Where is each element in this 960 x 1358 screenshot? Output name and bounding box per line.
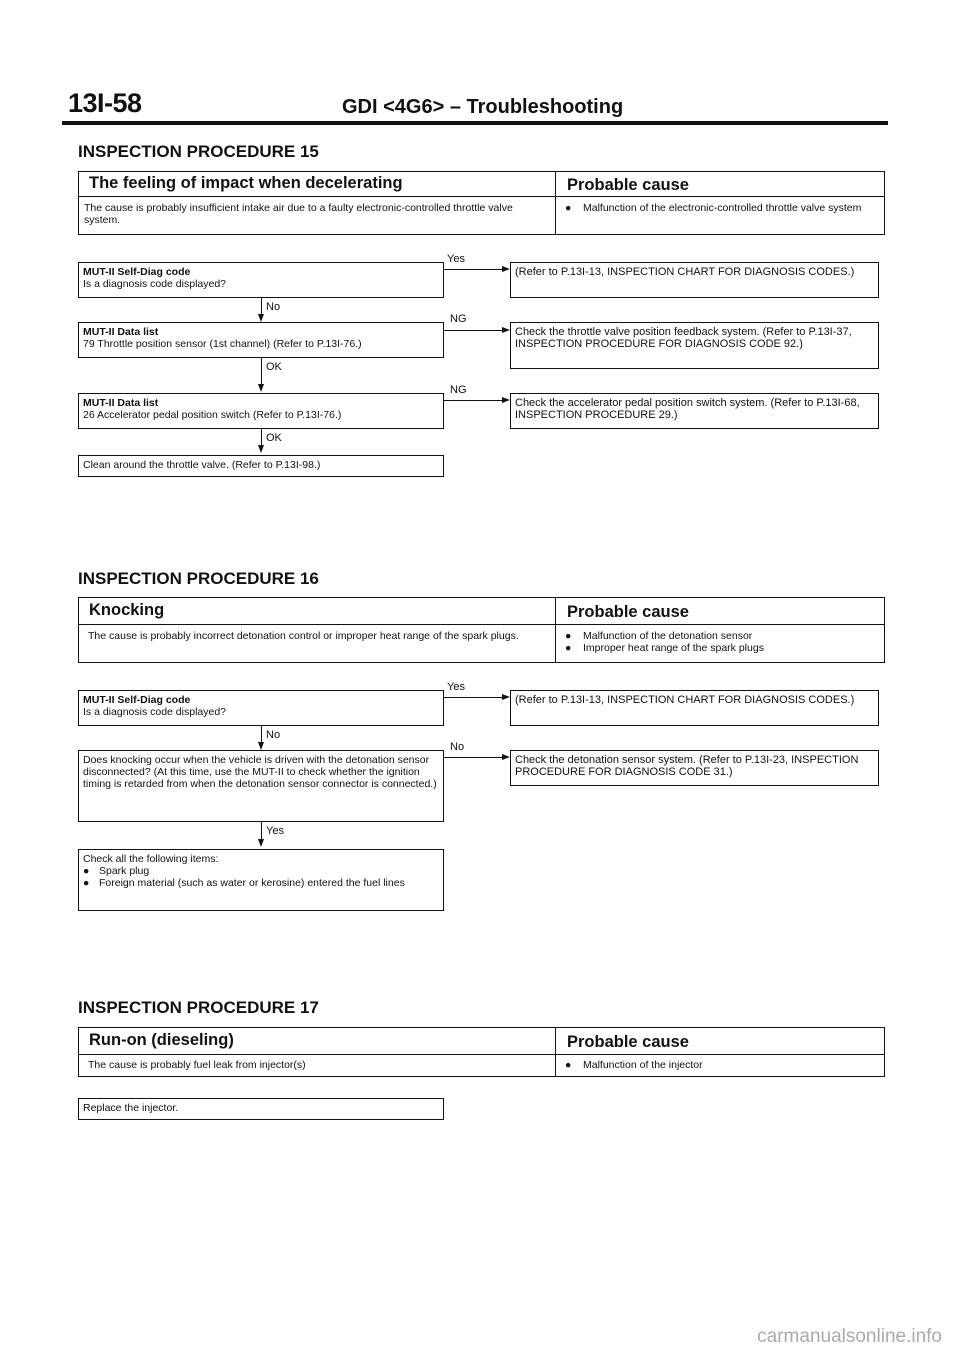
arrow-right-icon — [502, 266, 510, 272]
arrow-down-icon — [258, 839, 264, 847]
flow-step-box: MUT-II Self-Diag code Is a diagnosis code displayed? — [78, 262, 444, 298]
connector-line — [261, 822, 262, 840]
flow-step-box: MUT-II Self-Diag code Is a diagnosis code displayed? — [78, 690, 444, 726]
arrow-right-icon — [502, 397, 510, 403]
flow-step-box: MUT-II Data list 26 Accelerator pedal position switch (Refer to P.13I-76.) — [78, 393, 444, 429]
watermark: carmanualsonline.info — [757, 1326, 942, 1347]
cause-item: ● Malfunction of the detonation sensor — [565, 630, 753, 642]
branch-label: Yes — [447, 253, 465, 265]
branch-label: No — [450, 741, 465, 753]
arrow-right-icon — [502, 754, 510, 760]
section-title-16: INSPECTION PROCEDURE 16 — [78, 569, 319, 588]
arrow-down-icon — [258, 314, 264, 322]
branch-label: NG — [450, 313, 467, 325]
symptom-header-15 — [78, 171, 885, 235]
connector-line — [444, 400, 504, 401]
arrow-right-icon — [502, 694, 510, 700]
next-label: OK — [266, 361, 282, 373]
section-title-17: INSPECTION PROCEDURE 17 — [78, 998, 319, 1017]
connector-line — [444, 269, 504, 270]
arrow-down-icon — [258, 445, 264, 453]
symptom-title: The feeling of impact when decelerating — [89, 174, 403, 192]
flow-step-box: MUT-II Data list 79 Throttle position sensor (1st channel) (Refer to P.13I-76.) — [78, 322, 444, 358]
cause-item: ● Improper heat range of the spark plugs — [565, 642, 764, 654]
flow-result-box: Check the throttle valve position feedback system. (Refer to P.13I-37, INSPECTION PROCEDURE FOR DIAGNOSIS CODE 92.) — [510, 322, 879, 369]
connector-line — [261, 726, 262, 743]
cause-item: ● Malfunction of the electronic-controlled throttle valve system — [565, 202, 862, 214]
symptom-description: The cause is probably insufficient intake air due to a faulty electronic-controlled throttle valve system. — [84, 202, 513, 226]
probable-cause-title: Probable cause — [567, 176, 689, 194]
next-label: OK — [266, 432, 282, 444]
arrow-right-icon — [502, 327, 510, 333]
flow-final-box: Check all the following items: ● Spark plug ● Foreign material (such as water or kerosine) entered the fuel lines — [78, 849, 444, 911]
probable-cause-title: Probable cause — [567, 1033, 689, 1051]
arrow-down-icon — [258, 742, 264, 750]
connector-line — [444, 330, 504, 331]
next-label: No — [266, 729, 281, 741]
flow-result-box: (Refer to P.13I-13, INSPECTION CHART FOR DIAGNOSIS CODES.) — [510, 690, 879, 726]
connector-line — [261, 358, 262, 385]
page-number: 13I-58 — [68, 88, 142, 118]
header-rule — [62, 121, 888, 125]
symptom-description: The cause is probably fuel leak from injector(s) — [88, 1059, 306, 1071]
symptom-header-16 — [78, 597, 885, 663]
next-label: No — [266, 301, 281, 313]
symptom-title: Knocking — [89, 601, 165, 619]
branch-label: Yes — [447, 681, 465, 693]
connector-line — [444, 757, 504, 758]
connector-line — [444, 697, 504, 698]
probable-cause-title: Probable cause — [567, 603, 689, 621]
cause-item: ● Malfunction of the injector — [565, 1059, 703, 1071]
section-title-15: INSPECTION PROCEDURE 15 — [78, 142, 319, 161]
branch-label: NG — [450, 384, 467, 396]
symptom-description: The cause is probably incorrect detonation control or improper heat range of the spark plugs. — [88, 630, 519, 642]
flow-result-box: Check the accelerator pedal position switch system. (Refer to P.13I-68, INSPECTION PROCEDURE 29.) — [510, 393, 879, 429]
flow-final-box: Clean around the throttle valve. (Refer to P.13I-98.) — [78, 455, 444, 477]
flow-result-box: Check the detonation sensor system. (Refer to P.13I-23, INSPECTION PROCEDURE FOR DIAGNOSIS CODE 31.) — [510, 750, 879, 786]
symptom-title: Run-on (dieseling) — [89, 1031, 234, 1049]
flow-final-box: Replace the injector. — [78, 1098, 444, 1120]
connector-line — [261, 429, 262, 446]
symptom-header-17 — [78, 1027, 885, 1077]
arrow-down-icon — [258, 384, 264, 392]
flow-step-box: Does knocking occur when the vehicle is driven with the detonation sensor disconnected? (At this time, use the MUT-II to check whether the ignition timing is retarded from when the detonation sensor connector is connected.) — [78, 750, 444, 822]
flow-result-box: (Refer to P.13I-13, INSPECTION CHART FOR DIAGNOSIS CODES.) — [510, 262, 879, 298]
connector-line — [261, 298, 262, 315]
page-title: GDI <4G6> – Troubleshooting — [342, 96, 624, 118]
next-label: Yes — [266, 825, 284, 837]
